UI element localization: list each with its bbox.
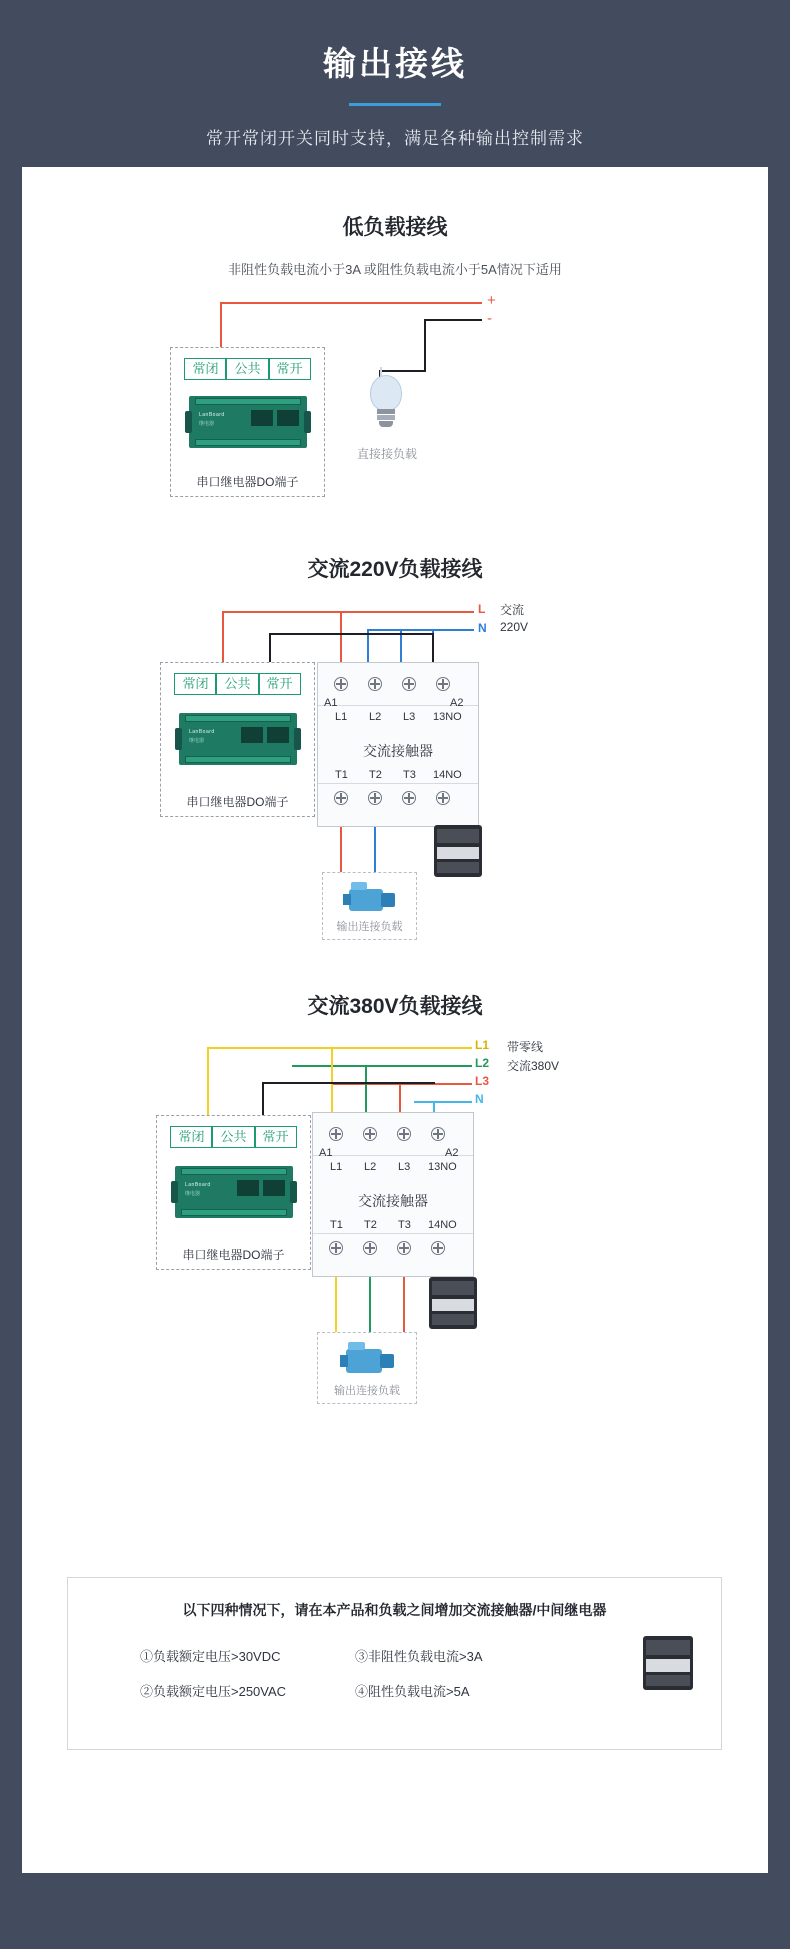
contactor-label-l1: L1: [330, 1161, 343, 1173]
note-item-1: ①负载额定电压>30VDC: [140, 1649, 281, 1664]
contactor-pin-l3: [402, 677, 416, 691]
contactor-pin-t2: [368, 791, 382, 805]
note-title: 以下四种情况下，请在本产品和负载之间增加交流接触器/中间继电器: [182, 1602, 607, 1618]
contactor-pin-a2: [431, 1127, 445, 1141]
section-2-terminal-caption: 串口继电器DO端子: [186, 795, 289, 809]
wire-220-out-blue: [374, 827, 376, 875]
section-3-contactor: [312, 1112, 474, 1277]
contactor-label-l1: L1: [335, 711, 348, 723]
contactor-photo-2: [434, 825, 482, 877]
relay-mount-left: [175, 728, 182, 750]
contactor-label-13no: 13NO: [428, 1161, 457, 1173]
relay-module-1: [189, 396, 307, 448]
relay-module-2: [179, 713, 297, 765]
section-1-terminal-box: [170, 347, 325, 497]
terminal-nc: 常闭: [184, 358, 226, 380]
relay-chip-1: [251, 410, 273, 426]
relay-terminal-strip-bottom: [185, 756, 291, 763]
contactor-label-t1: T1: [330, 1219, 343, 1231]
terminal-com: 公共: [226, 358, 268, 380]
relay-chip-2: [277, 410, 299, 426]
note-box: [67, 1577, 722, 1750]
wire-380-out-l1: [335, 1277, 337, 1335]
terminal-com: 公共: [212, 1126, 254, 1148]
note-item-2: ②负载额定电压>250VAC: [140, 1684, 287, 1699]
relay-brand-sub: 继电器: [189, 738, 205, 744]
section-3-terminal-caption: 串口继电器DO端子: [182, 1248, 285, 1262]
contactor-label-l3: L3: [403, 711, 416, 723]
contactor-label-t2: T2: [369, 769, 382, 781]
relay-chip-1: [241, 727, 263, 743]
section-2-terminal-box: [160, 662, 315, 817]
label-220-n: N: [478, 621, 487, 635]
label-380-text1: 带零线: [507, 1040, 544, 1054]
section-3-motor-box: [317, 1332, 417, 1404]
contactor-pin-l2: [368, 677, 382, 691]
section-1-terminal-caption: 串口继电器DO端子: [196, 475, 299, 489]
section-1-subtitle: 非阻性负载电流小于3A 或阻性负载电流小于5A情况下适用: [228, 262, 562, 277]
section-3-terminal-box: [156, 1115, 311, 1270]
contactor-pin-t2: [363, 1241, 377, 1255]
contactor-label-t1: T1: [335, 769, 348, 781]
note-item-3: ③非阻性负载电流>3A: [355, 1649, 483, 1664]
section-2-motor-caption: 输出连接负载: [336, 921, 403, 933]
relay-brand-sub: 继电器: [185, 1191, 201, 1197]
relay-chip-1: [237, 1180, 259, 1196]
relay-mount-right: [304, 411, 311, 433]
label-380-text2: 交流380V: [507, 1059, 560, 1073]
relay-brand-sub: 继电器: [199, 421, 215, 427]
note-items: [68, 1646, 721, 1700]
contactor-label-t2: T2: [364, 1219, 377, 1231]
wire-220-n: [367, 629, 474, 631]
wire-220-black-run: [269, 633, 434, 635]
relay-mount-left: [171, 1181, 178, 1203]
section-3-contactor-title: 交流接触器: [358, 1193, 428, 1209]
contactor-label-a2: A2: [450, 697, 464, 709]
wire-black-down: [424, 319, 426, 371]
contactor-pin-l3: [397, 1127, 411, 1141]
title-divider: [349, 103, 441, 106]
section-3-title: 交流380V负载接线: [307, 995, 483, 1018]
wire-380-n: [414, 1101, 472, 1103]
lamp-icon: [362, 367, 410, 437]
contactor-label-t3: T3: [403, 769, 416, 781]
contactor-pin-l2: [363, 1127, 377, 1141]
wire-380-l2: [292, 1065, 472, 1067]
relay-terminal-strip-top: [195, 398, 301, 405]
relay-terminal-strip-bottom: [195, 439, 301, 446]
section-low-load: [22, 167, 768, 547]
contactor-label-l2: L2: [364, 1161, 377, 1173]
section-1-title: 低负载接线: [342, 216, 448, 239]
relay-brand: LanBoard: [185, 1182, 211, 1188]
wire-380-out-l3: [403, 1277, 405, 1335]
contactor-photo-3: [429, 1277, 477, 1329]
page-subtitle: 常开常闭开关同时支持，满足各种输出控制需求: [206, 129, 584, 148]
label-positive: +: [487, 292, 496, 309]
contactor-pin-a2: [436, 677, 450, 691]
terminal-nc: 常闭: [174, 673, 216, 695]
relay-terminal-strip-bottom: [181, 1209, 287, 1216]
contactor-label-13no: 13NO: [433, 711, 462, 723]
relay-terminal-strip-top: [185, 715, 291, 722]
section-ac220: [22, 537, 768, 987]
contactor-pin-14no: [436, 791, 450, 805]
wire-black-top: [424, 319, 482, 321]
contactor-pin-t3: [397, 1241, 411, 1255]
label-380-l2: L2: [475, 1056, 490, 1070]
section-2-contactor: [317, 662, 479, 827]
label-220-text2: 220V: [500, 620, 529, 634]
contactor-divider-bottom: [313, 1233, 473, 1234]
contactor-pin-a1: [329, 1127, 343, 1141]
terminal-nc: 常闭: [170, 1126, 212, 1148]
contactor-pin-a1: [334, 677, 348, 691]
wire-380-out-l2: [369, 1277, 371, 1335]
page-header: [0, 0, 790, 149]
wire-380-black-run: [262, 1082, 435, 1084]
content-card: [22, 167, 768, 1873]
relay-brand: LanBoard: [199, 412, 225, 418]
wire-220-out-red: [340, 827, 342, 875]
terminal-com: 公共: [216, 673, 258, 695]
section-2-contactor-title: 交流接触器: [363, 743, 433, 759]
note-item-4: ④阻性负载电流>5A: [355, 1684, 470, 1699]
contactor-label-l3: L3: [398, 1161, 411, 1173]
contactor-label-a1: A1: [324, 697, 338, 709]
contactor-label-t3: T3: [398, 1219, 411, 1231]
motor-icon: [341, 881, 401, 917]
label-220-l: L: [478, 602, 486, 616]
relay-module-3: [175, 1166, 293, 1218]
relay-terminal-strip-top: [181, 1168, 287, 1175]
terminal-no: 常开: [269, 358, 311, 380]
contactor-pin-14no: [431, 1241, 445, 1255]
contactor-pin-t3: [402, 791, 416, 805]
label-380-l3: L3: [475, 1074, 490, 1088]
wire-220-l: [222, 611, 474, 613]
contactor-label-a2: A2: [445, 1147, 459, 1159]
relay-chip-2: [267, 727, 289, 743]
terminal-no: 常开: [259, 673, 301, 695]
section-3-motor-caption: 输出连接负载: [334, 1385, 400, 1397]
label-380-l1: L1: [475, 1038, 490, 1052]
relay-mount-right: [294, 728, 301, 750]
wire-380-l1: [207, 1047, 472, 1049]
wire-red-top: [220, 302, 482, 304]
contactor-label-14no: 14NO: [433, 769, 462, 781]
label-negative: -: [487, 310, 492, 327]
relay-mount-left: [185, 411, 192, 433]
section-2-terminal-labels: [161, 673, 314, 695]
label-220-text1: 交流: [500, 603, 525, 617]
section-2-motor-box: [322, 872, 417, 940]
contactor-pin-t1: [329, 1241, 343, 1255]
contactor-photo-note: [643, 1636, 693, 1690]
section-2-title: 交流220V负载接线: [307, 558, 483, 581]
contactor-pin-t1: [334, 791, 348, 805]
relay-mount-right: [290, 1181, 297, 1203]
contactor-divider-bottom: [318, 783, 478, 784]
relay-chip-2: [263, 1180, 285, 1196]
terminal-no: 常开: [255, 1126, 297, 1148]
section-1-terminal-labels: [171, 358, 324, 380]
section-1-load-caption: 直接接负载: [356, 447, 417, 461]
label-380-n: N: [475, 1092, 484, 1106]
contactor-label-l2: L2: [369, 711, 382, 723]
motor-icon: [338, 1341, 400, 1379]
contactor-label-a1: A1: [319, 1147, 333, 1159]
relay-brand: LanBoard: [189, 729, 215, 735]
section-ac380: [22, 972, 768, 1472]
page-title: 输出接线: [323, 45, 467, 82]
section-3-terminal-labels: [157, 1126, 310, 1148]
contactor-label-14no: 14NO: [428, 1219, 457, 1231]
